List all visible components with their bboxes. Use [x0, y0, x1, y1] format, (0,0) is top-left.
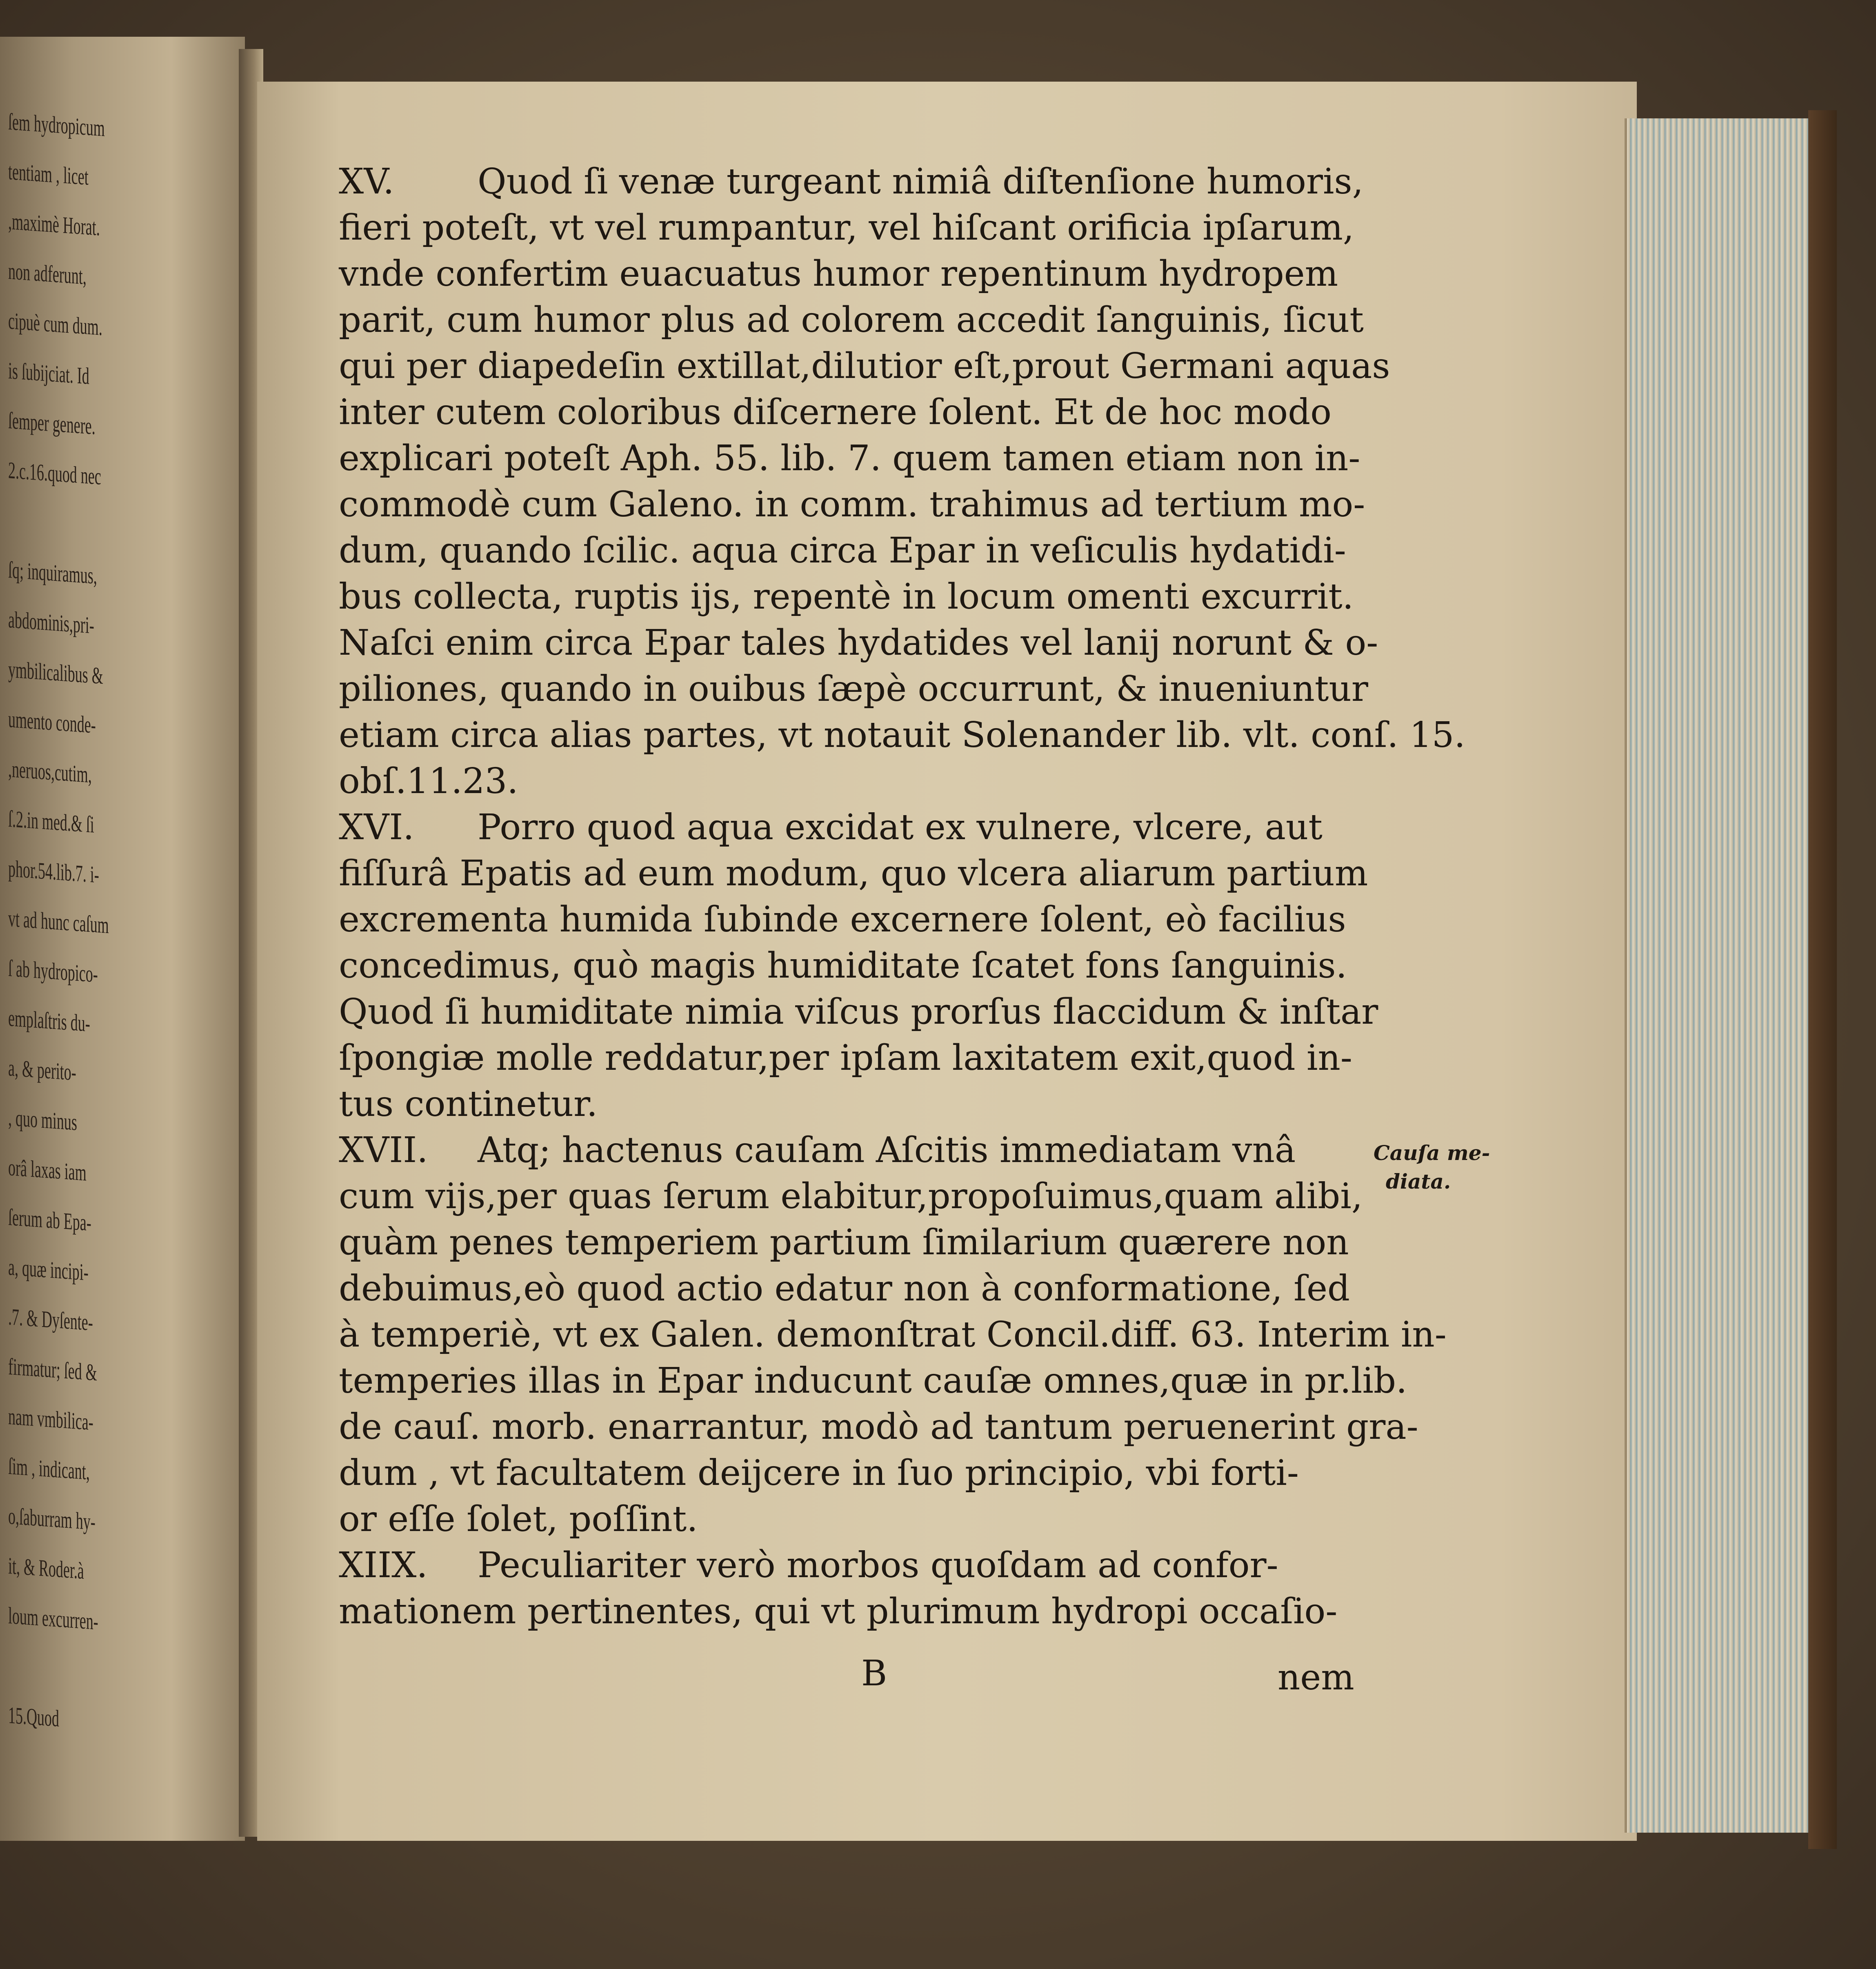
text-line-content: commodè cum Galeno. in comm. trahimus ad tertium mo-	[339, 484, 1365, 525]
text-line-content: obſ.11.23.	[339, 761, 518, 802]
text-line	[339, 1174, 1363, 1219]
text-line	[339, 298, 1364, 342]
left-page-line: , quo minus	[8, 1104, 77, 1136]
text-line-content: or eſſe ſolet, poſſint.	[339, 1499, 698, 1540]
left-page-line: ſerum ab Epa-	[8, 1204, 91, 1236]
text-line	[339, 1405, 1418, 1449]
text-line-content: etiam circa alias partes, vt notauit Solenander lib. vlt. conſ. 15.	[339, 715, 1465, 756]
section-number: XVI.	[339, 807, 414, 848]
text-line	[339, 1451, 1299, 1496]
text-line	[339, 1128, 1296, 1173]
text-line	[339, 805, 1323, 850]
text-line	[339, 574, 1354, 619]
left-page-line: 2.c.16.quod nec	[8, 457, 101, 490]
text-line-content: excrementa humida ſubinde excernere ſolent, eò facilius	[339, 899, 1346, 940]
text-line-content: inter cutem coloribus diſcernere ſolent. Et de hoc modo	[339, 392, 1332, 433]
left-page-line: nam vmbilica-	[8, 1403, 93, 1436]
left-page-line: ſ ab hydropico-	[8, 955, 98, 988]
left-page-line: orâ laxas iam	[8, 1154, 87, 1186]
left-page-text	[0, 37, 245, 1841]
left-page-line: ,maximè Horat.	[8, 208, 100, 241]
text-line	[339, 344, 1390, 389]
text-line	[339, 1358, 1407, 1403]
section-number: XV.	[339, 161, 394, 202]
left-page-line: firmatur; ſed &	[8, 1353, 97, 1386]
text-line-content: fieri poteſt, vt vel rumpantur, vel hiſcant orificia ipſarum,	[339, 207, 1354, 248]
text-line	[339, 1589, 1337, 1634]
left-page-line: ſemper genere.	[8, 407, 96, 440]
section-number: XIIX.	[339, 1545, 428, 1586]
left-page-line: .7. & Dyſente-	[8, 1303, 93, 1336]
left-page-line: non adferunt,	[8, 258, 87, 290]
text-line	[339, 1543, 1278, 1588]
text-line	[339, 1220, 1349, 1265]
left-page-line	[8, 1646, 140, 1694]
text-line	[339, 989, 1378, 1034]
text-line-content: debuimus,eò quod actio edatur non à conformatione, ſed	[339, 1268, 1350, 1309]
text-line-content: à temperiè, vt ex Galen. demonſtrat Concil.diff. 63. Interim in-	[339, 1314, 1447, 1355]
text-line-content: vnde confertim euacuatus humor repentinum hydropem	[339, 253, 1338, 294]
left-page-line: ſim , indicant,	[8, 1453, 90, 1485]
left-page-line: a, quæ incipi-	[8, 1253, 89, 1286]
text-line-content: tus continetur.	[339, 1084, 598, 1125]
left-page-line: vt ad hunc caſum	[8, 905, 109, 939]
left-page-line: a, & perito-	[8, 1054, 76, 1086]
text-line	[339, 713, 1465, 758]
left-page-line: 15.Quod	[8, 1702, 59, 1732]
text-line-content: Atq; hactenus cauſam Aſcitis immediatam vnâ	[478, 1130, 1296, 1171]
text-line-content: de cauſ. morb. enarrantur, modò ad tantum peruenerint gra-	[339, 1407, 1418, 1447]
text-line	[339, 205, 1354, 250]
left-page-line: it, & Roder.à	[8, 1552, 84, 1584]
page-edges	[1625, 118, 1815, 1833]
left-page-line: emplaſtris du-	[8, 1005, 90, 1037]
text-line	[339, 1497, 698, 1542]
text-line	[339, 943, 1347, 988]
text-line	[339, 159, 1363, 204]
text-line-content: fiſſurâ Epatis ad eum modum, quo vlcera aliarum partium	[339, 853, 1368, 894]
text-line-content: Quod ſi venæ turgeant nimiâ diſtenſione humoris,	[478, 161, 1364, 202]
left-page-line: ſq; inquiramus,	[8, 556, 97, 589]
section-number: XVII.	[339, 1130, 428, 1171]
text-line	[339, 851, 1368, 896]
text-line-content: Quod ſi humiditate nimia viſcus prorſus flaccidum & inſtar	[339, 991, 1378, 1032]
text-line-content: ſpongiæ molle reddatur,per ipſam laxitatem exit,quod in-	[339, 1038, 1352, 1078]
text-line	[339, 251, 1338, 296]
text-line-content: bus collecta, ruptis ijs, repentè in locum omenti excurrit.	[339, 576, 1354, 617]
left-page-line: umento conde-	[8, 706, 96, 739]
text-line-content: Naſci enim circa Epar tales hydatides vel lanij norunt & o-	[339, 622, 1378, 663]
text-line-content: concedimus, quò magis humiditate ſcatet fons ſanguinis.	[339, 945, 1347, 986]
text-line-content: Peculiariter verò morbos quoſdam ad confor-	[478, 1545, 1278, 1586]
text-line	[339, 667, 1368, 711]
text-line	[339, 1082, 598, 1127]
left-page-line: phor.54.lib.7. i-	[8, 855, 99, 888]
left-page-line: tentiam , licet	[8, 158, 89, 190]
text-line-content: mationem pertinentes, qui vt plurimum hydropi occaſio-	[339, 1591, 1338, 1632]
signature-mark: B	[861, 1653, 887, 1694]
text-line-content: parit, cum humor plus ad colorem accedit ſanguinis, ſicut	[339, 300, 1364, 340]
text-line-content: temperies illas in Epar inducunt cauſæ omnes,quæ in pr.lib.	[339, 1360, 1407, 1401]
text-line	[339, 1312, 1447, 1357]
text-line-content: piliones, quando in ouibus ſæpè occurrunt, & inueniuntur	[339, 669, 1368, 709]
left-page-line	[8, 500, 140, 549]
left-page	[0, 37, 245, 1841]
text-line-content: qui per diapedeſin extillat,dilutior eſt,prout Germani aquas	[339, 346, 1390, 387]
left-page-line: ymbilicalibus &	[8, 656, 103, 689]
text-line	[339, 1266, 1350, 1311]
left-page-line: loum excurren-	[8, 1602, 98, 1635]
text-line-content: cum vijs,per quas ſerum elabitur,propoſuimus,quam alibi,	[339, 1176, 1363, 1217]
text-line-content: dum, quando ſcilic. aqua circa Epar in veſiculis hydatidi-	[339, 530, 1346, 571]
left-page-line: abdominis,pri-	[8, 606, 94, 639]
catchword: nem	[1278, 1657, 1354, 1698]
text-line	[339, 436, 1360, 481]
text-line	[339, 390, 1331, 435]
text-line	[339, 759, 518, 804]
margin-note-line: diata.	[1386, 1169, 1451, 1193]
text-line-content: quàm penes temperiem partium ſimilarium quærere non	[339, 1222, 1349, 1263]
text-line	[339, 528, 1346, 573]
left-page-line: cipuè cum dum.	[8, 307, 102, 341]
text-line	[339, 620, 1378, 665]
left-page-line: o,ſaburram hy-	[8, 1502, 96, 1535]
left-page-line: is ſubijciat. Id	[8, 357, 89, 389]
left-page-line: ſ.2.in med.& ſi	[8, 805, 94, 838]
text-line-content: Porro quod aqua excidat ex vulnere, vlcere, aut	[478, 807, 1323, 848]
text-line-content: dum , vt facultatem deijcere in ſuo principio, vbi forti-	[339, 1453, 1299, 1493]
text-line	[339, 897, 1346, 942]
left-page-line: ſem hydropicum	[8, 108, 105, 142]
text-line-content: explicari poteſt Aph. 55. lib. 7. quem tamen etiam non in-	[339, 438, 1360, 479]
text-line	[339, 482, 1365, 527]
text-line	[339, 1036, 1352, 1080]
margin-note-line: Cauſa me-	[1374, 1141, 1490, 1165]
left-page-line: ,neruos,cutim,	[8, 756, 92, 788]
book-cover-edge	[1808, 110, 1837, 1849]
margin-note	[1374, 1139, 1490, 1196]
